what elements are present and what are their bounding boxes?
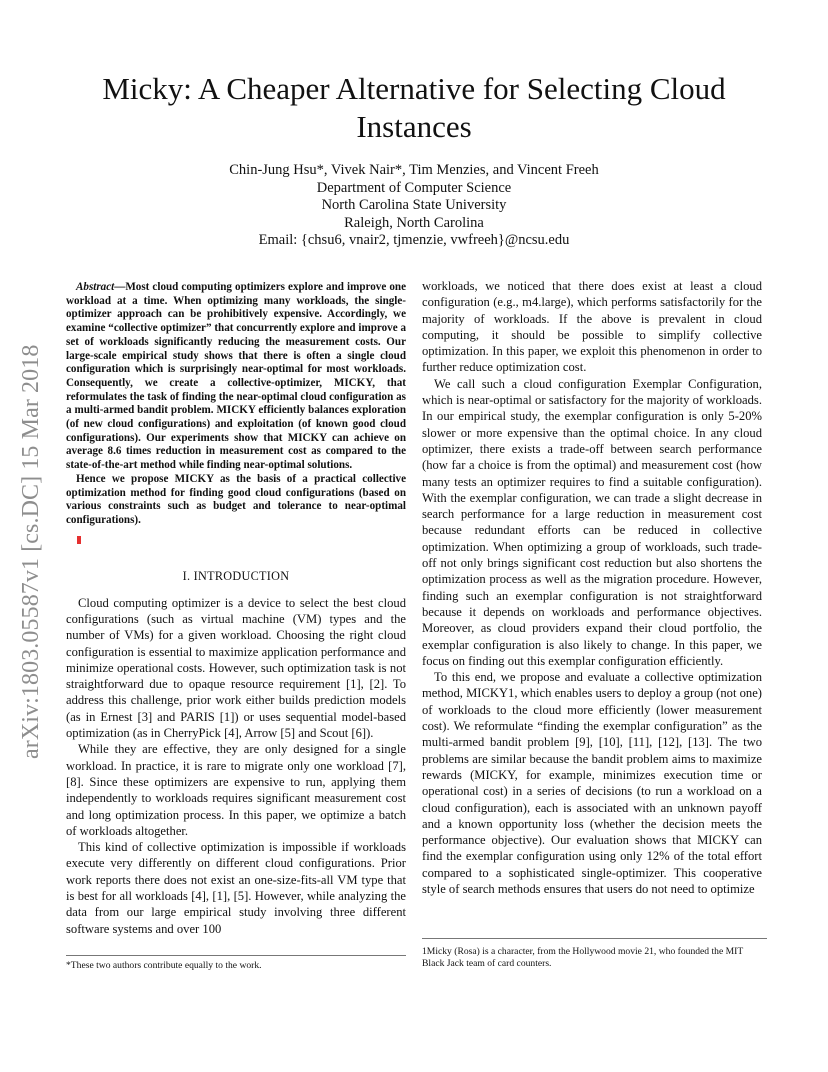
author-names: Chin-Jung Hsu*, Vivek Nair*, Tim Menzies, and Vincent Freeh xyxy=(229,162,599,178)
abstract-label: Abstract xyxy=(76,281,115,293)
intro-paragraph-4: workloads, we noticed that there does exist at least a cloud configuration (e.g., m4.large), which performs satisfactorily for the majority of workloads. If the above is prevalent in cloud computing, it should be possible to simplify collective optimization. In this paper, we exploit this phenomenon in order to further reduce optimization cost. xyxy=(422,279,762,375)
section-heading-introduction: I. INTRODUCTION xyxy=(182,569,290,584)
intro-paragraph-2: While they are effective, they are only designed for a single workload. In practice, it is rare to migrate only one workload [7], [8]. Since these optimizers are expensive to run, applying them independently to workloads requires significant measurement cost and long optimization process. In this paper, we optimize a batch of workloads altogether. xyxy=(66,742,406,838)
intro-paragraph-3: This kind of collective optimization is impossible if workloads execute very differently on different cloud configurations. Prior work reports there does not exist an one-size-fits-all VM type that is best for all workloads [4], [1], [5]. However, while analyzing the data from our large empirical study involving three different software systems and over 100 xyxy=(66,840,406,936)
author-block xyxy=(0,162,828,250)
author-email: Email: {chsu6, vnair2, tjmenzie, vwfreeh}@ncsu.edu xyxy=(258,232,570,248)
author-city: Raleigh, North Carolina xyxy=(344,214,484,231)
left-column xyxy=(66,281,406,937)
arxiv-side-stamp: arXiv:1803.05587v1 [cs.DC] 15 Mar 2018 xyxy=(18,344,44,759)
intro-paragraph-6: To this end, we propose and evaluate a collective optimization method, MICKY1, which enables users to deploy a group (not one) of workloads to the cloud more efficiently (lower measurement cost). We reformulate “finding the exemplar configuration” as the multi-armed bandit problem [9], [10], [11], [12], [13]. The two problems are similar because the bandit problem aims to maximize rewards (MICKY, for example, minimizes execution time or operational cost) in a series of decisions (to run a workload on a cloud configuration), each is associated with an unknown payoff and a known opportunity loss (whether the decision meets the performance objective). Our evaluation shows that MICKY can find the exemplar configuration using only 12% of the total effort compared to a sophisticated single-optimizer. This cooperative style of search methods ensures that users do not need to optimize xyxy=(422,670,762,896)
author-university: North Carolina State University xyxy=(321,197,507,213)
abstract xyxy=(66,281,406,548)
intro-paragraph-5: We call such a cloud configuration Exemplar Configuration, which is near-optimal or satisfactory for the majority of workloads. In our empirical study, the exemplar configuration is only 5-20% slower or more expensive than the optimal choice. In any cloud optimizer, there exists a trade-off between search performance (how far a choice is from the optimal) and measurement cost (how many tests an optimizer requires to find a suitable configuration). With the exemplar configuration, we can trade a slight decrease in search performance for a large reduction in measurement cost because redundant efforts can be reduced in collective optimization. When optimizing a group of workloads, such trade-off not only brings significant cost reduction but also shortens the optimization process as well as the migration procedure. However, finding such an exemplar configuration is not straightforward because it depends on workloads and performance objectives. Moreover, as cloud providers expand their cloud portfolio, the exemplar configuration is also likely to change. In this paper, we focus on finding out this exemplar configuration efficiently. xyxy=(422,376,762,668)
right-column xyxy=(422,278,762,897)
paper-title: Micky: A Cheaper Alternative for Selecting Cloud Instances xyxy=(102,71,726,144)
abstract-paragraph-1: —Most cloud computing optimizers explore and improve one workload at a time. When optimizing many workloads, the single-optimizer approach can be prohibitively expensive. Accordingly, we examine “collective optimizer” that concurrently explore and improve a set of workloads significantly reducing the measurement costs. Our large-scale empirical study shows that there is often a single cloud configuration which is surprisingly near-optimal for most workloads. Consequently, we create a collective-optimizer, MICKY, that reformulates the task of finding the near-optimal cloud configuration as a multi-armed bandit problem. MICKY efficiently balances exploration (of new cloud configurations) and exploitation (of known good cloud configurations). Our experiments show that MICKY can achieve on average 8.6 times reduction in measurement cost as compared to the state-of-the-art method while finding near-optimal solutions. xyxy=(66,281,406,472)
intro-paragraph-1: Cloud computing optimizer is a device to select the best cloud configurations (such as virtual machine (VM) types and the number of VMs) for a given workload. Choosing the right cloud configuration is essential to maximize application performance and minimize operational costs. However, such optimization task is not straightforward due to opaque resource requirement [1], [2]. To address this challenge, prior work either builds prediction models (as in Ernest [3] and PARIS [1]) or uses sequential model-based optimization (as in CherryPick [4], Arrow [5] and Scout [6]). xyxy=(66,595,406,741)
author-department: Department of Computer Science xyxy=(316,179,512,196)
abstract-paragraph-2: Hence we propose MICKY as the basis of a practical collective optimization method for finding good cloud configurations (based on various constraints such as budget and tolerance to near-optimal configurations). xyxy=(66,472,406,526)
footnote-micky: 1Micky (Rosa) is a character, from the Hollywood movie 21, who founded the MIT Black Jack team of card counters. xyxy=(422,938,767,970)
footnote-equal-contribution: *These two authors contribute equally to the work. xyxy=(66,955,406,972)
link-marker[interactable] xyxy=(77,536,81,544)
